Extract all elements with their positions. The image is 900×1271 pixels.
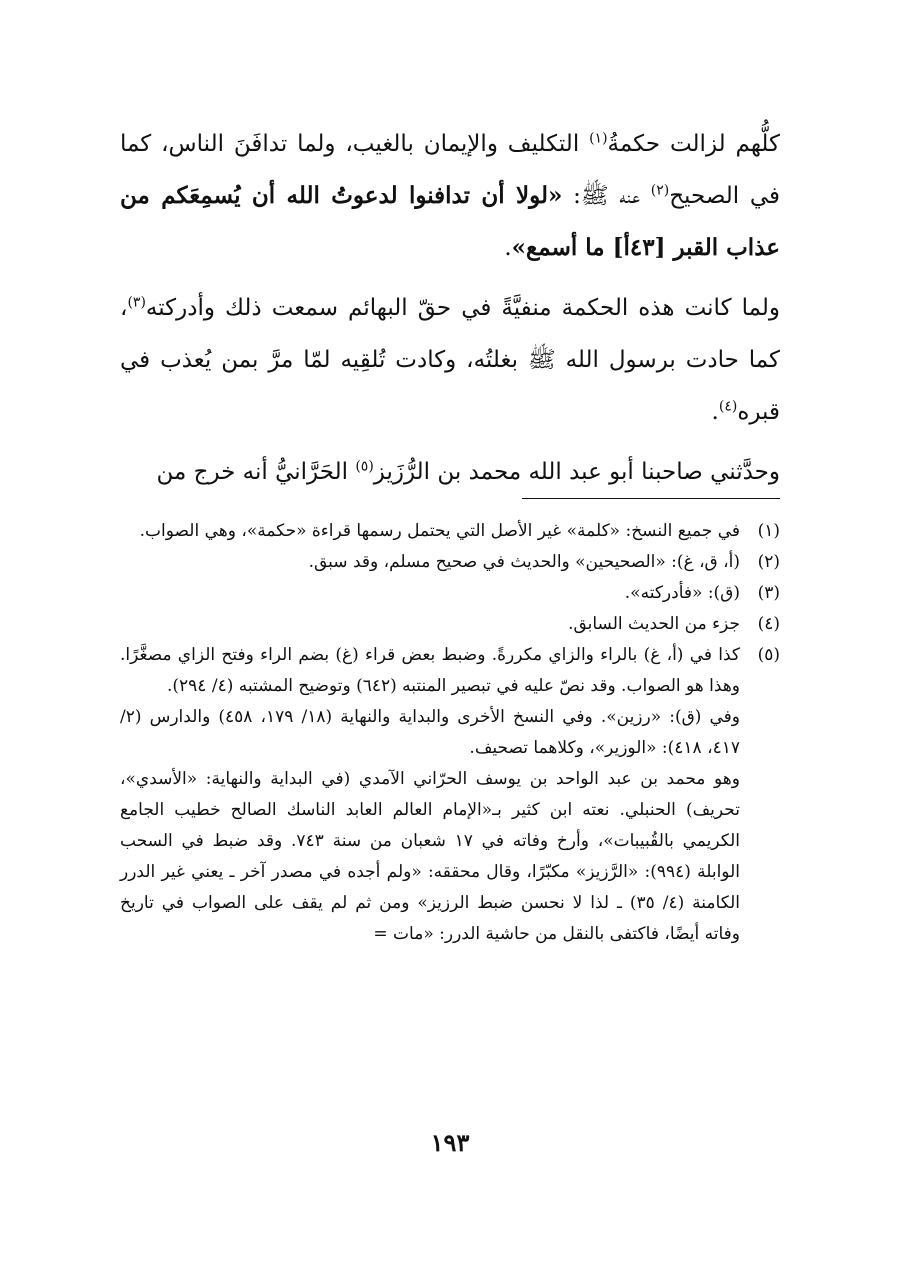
- footnote-text: جزء من الحديث السابق.: [568, 614, 740, 634]
- footnote-5: [120, 640, 780, 702]
- footnote-ref-5[interactable]: (٥): [355, 458, 374, 475]
- footnote-number: (١): [757, 521, 780, 541]
- paragraph-3-part-a: وحدَّثني صاحبنا أبو عبد الله محمد بن الرُّزَيز: [373, 459, 780, 485]
- paragraph-1: [120, 118, 780, 274]
- paragraph-1-part-c: عنه ﷺ:: [562, 183, 651, 209]
- footnote-number: (٤): [757, 614, 780, 634]
- paragraph-2-end: .: [711, 399, 719, 425]
- footnote-2: [120, 547, 780, 578]
- hadith-quote: «لولا أن تدافنوا لدعوتُ الله أن يُسمِعَكم من عذاب القبر [٤٣أ] ما أسمع»: [120, 182, 780, 261]
- footnote-text: في جميع النسخ: «كلمة» غير الأصل التي يحتمل رسمها قراءة «حكمة»، وهي الصواب.: [139, 521, 740, 541]
- footnotes-section: [120, 516, 780, 950]
- paragraph-2-part-a: ولما كانت هذه الحكمة منفيَّةً في حقّ البهائم سمعت ذلك وأدركته: [145, 295, 780, 321]
- footnote-5-continuation-1: وفي (ق): «رزين». وفي النسخ الأخرى والبداية والنهاية (١٨/ ١٧٩، ٤٥٨) والدارس (٢/ ٤١٧، ٤١٨): «الوزير»، وكلاهما تصحيف.: [120, 707, 740, 758]
- page-number: ١٩٣: [430, 1128, 470, 1157]
- footnote-ref-2[interactable]: (٢): [650, 182, 670, 199]
- footnote-1: [120, 516, 780, 547]
- footnote-text: كذا في (أ، غ) بالراء والزاي مكررةً. وضبط بعض قراء (غ) بضم الراء وفتح الزاي مصغَّرًا. وهذا هو الصواب. وقد نصّ عليه في تبصير المنتبه (٦٤٢) وتوضيح المشتبه (٤/ ٢٩٤).: [120, 645, 740, 696]
- paragraph-3: [120, 446, 780, 498]
- footnote-divider: [522, 498, 780, 499]
- main-text: [120, 118, 780, 498]
- footnote-5-continuation-2: وهو محمد بن عبد الواحد بن يوسف الحرّاني الآمدي (في البداية والنهاية: «الأسدي»، تحريف) الحنبلي. نعته ابن كثير بـ«الإمام العالم العابد الناسك الصالح خطيب الجامع الكريمي بالقُبيبات»، وأرخ وفاته في ١٧ شعبان من سنة ٧٤٣. وقد ضبط في السحب الوابلة (٩٩٤): «الرَّزيز» مكبّرًا، وقال محققه: «ولم أجده في مصدر آخر ـ يعني غير الدرر الكامنة (٤/ ٣٥) ـ لذا لا نحسن ضبط الرزيز» ومن ثم لم يقف على الصواب في تاريخ وفاته أيضًا، فاكتفى بالنقل من حاشية الدرر: «مات =: [120, 769, 741, 944]
- paragraph-2: [120, 282, 780, 438]
- paragraph-1-part-a: كلُّهم لزالت حكمةُ: [607, 131, 780, 157]
- footnote-number: (٢): [757, 552, 780, 572]
- footnote-3: [120, 578, 780, 609]
- footnote-text: (ق): «فأدركته».: [624, 583, 740, 603]
- paragraph-1-end: .: [504, 235, 512, 261]
- paragraph-1-part-b: التكليف والإيمان بالغيب، ولما تدافَنَ الناس، كما في الصحيح: [120, 131, 781, 209]
- footnote-number: (٥): [757, 645, 780, 665]
- paragraph-3-part-b: الحَرَّانيُّ أنه خرج من: [156, 459, 356, 485]
- footnote-ref-3[interactable]: (٣): [127, 294, 146, 311]
- footnote-ref-4[interactable]: (٤): [718, 398, 738, 415]
- footnote-number: (٣): [757, 583, 780, 603]
- footnote-ref-1[interactable]: (١): [589, 130, 608, 147]
- paragraph-2-part-b: ، كما حادت برسول الله ﷺ بغلتُه، وكادت تُلقِيه لمّا مرَّ بمن يُعذب في قبره: [120, 295, 780, 425]
- footnote-4: [120, 609, 780, 640]
- footnote-text: (أ، ق، غ): «الصحيحين» والحديث في صحيح مسلم، وقد سبق.: [308, 552, 740, 572]
